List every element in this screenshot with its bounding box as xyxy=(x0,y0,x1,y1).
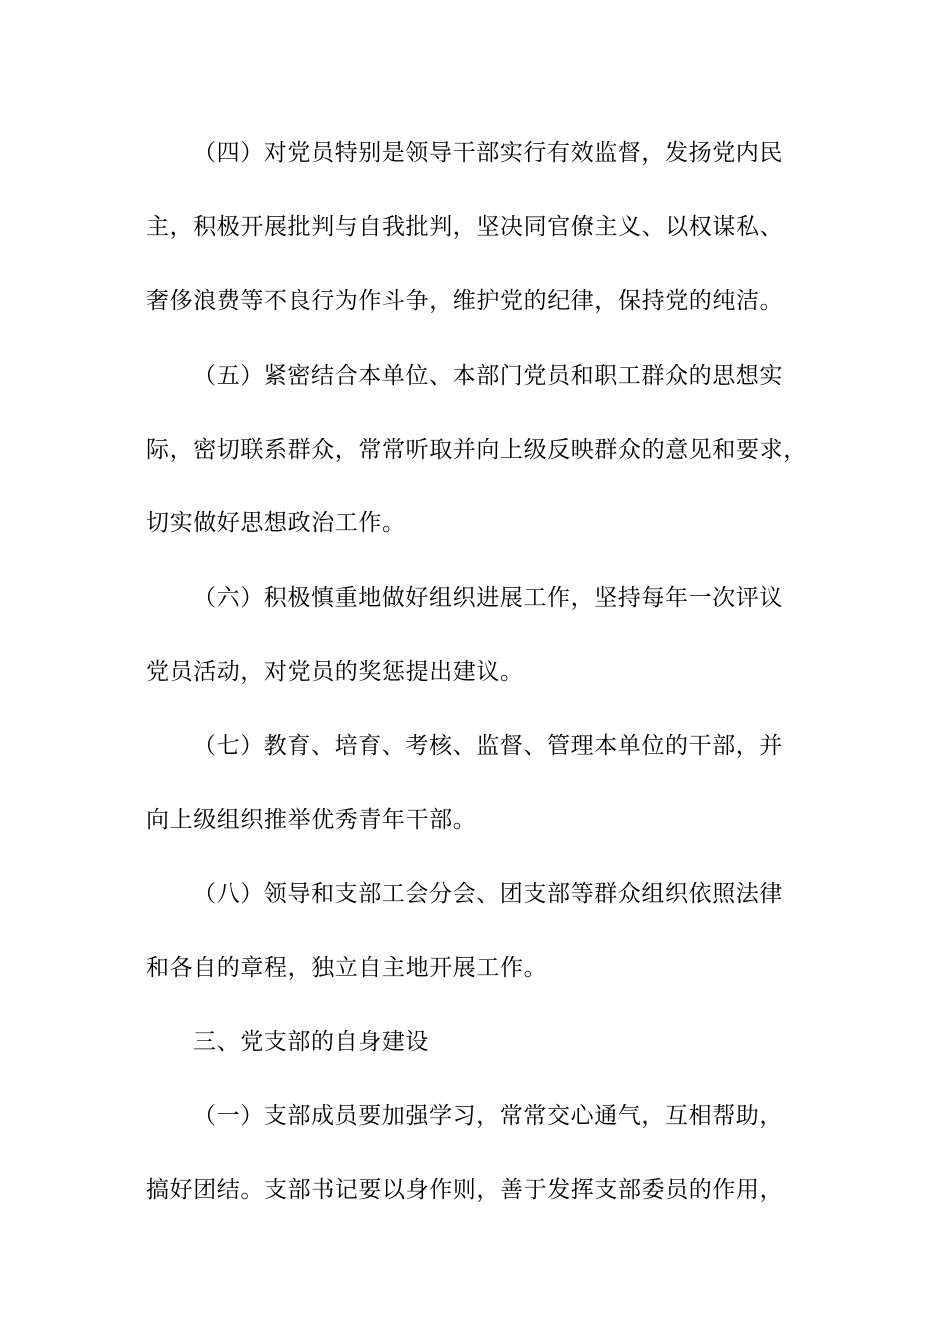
paragraph-5-line-3: 切实做好思想政治工作。 xyxy=(146,510,406,536)
paragraph-8-line-1: （八）领导和支部工会分会、团支部等群众组织依照法律 xyxy=(193,881,783,907)
paragraph-4-line-1: （四）对党员特别是领导干部实行有效监督，发扬党内民 xyxy=(193,140,783,166)
paragraph-6-line-2: 党员活动，对党员的奖惩提出建议。 xyxy=(146,659,524,685)
paragraph-1-line-2: 搞好团结。支部书记要以身作则，善于发挥支部委员的作用， xyxy=(146,1177,784,1203)
paragraph-8-line-2: 和各自的章程，独立自主地开展工作。 xyxy=(146,955,548,981)
paragraph-7-line-1: （七）教育、培育、考核、监督、管理本单位的干部，并 xyxy=(193,733,783,759)
paragraph-6-line-1: （六）积极慎重地做好组织进展工作，坚持每年一次评议 xyxy=(193,585,783,611)
paragraph-4-line-2: 主，积极开展批判与自我批判，坚决同官僚主义、以权谋私、 xyxy=(146,214,784,240)
paragraph-4-line-3: 奢侈浪费等不良行为作斗争，维护党的纪律，保持党的纯洁。 xyxy=(146,288,784,314)
paragraph-5-line-1: （五）紧密结合本单位、本部门党员和职工群众的思想实 xyxy=(193,363,783,389)
paragraph-5-line-2: 际，密切联系群众，常常听取并向上级反映群众的意见和要求， xyxy=(146,437,807,463)
paragraph-7-line-2: 向上级组织推举优秀青年干部。 xyxy=(146,807,477,833)
paragraph-1-line-1: （一）支部成员要加强学习，常常交心通气，互相帮助， xyxy=(193,1103,783,1129)
section-heading: 三、党支部的自身建设 xyxy=(193,1029,429,1055)
